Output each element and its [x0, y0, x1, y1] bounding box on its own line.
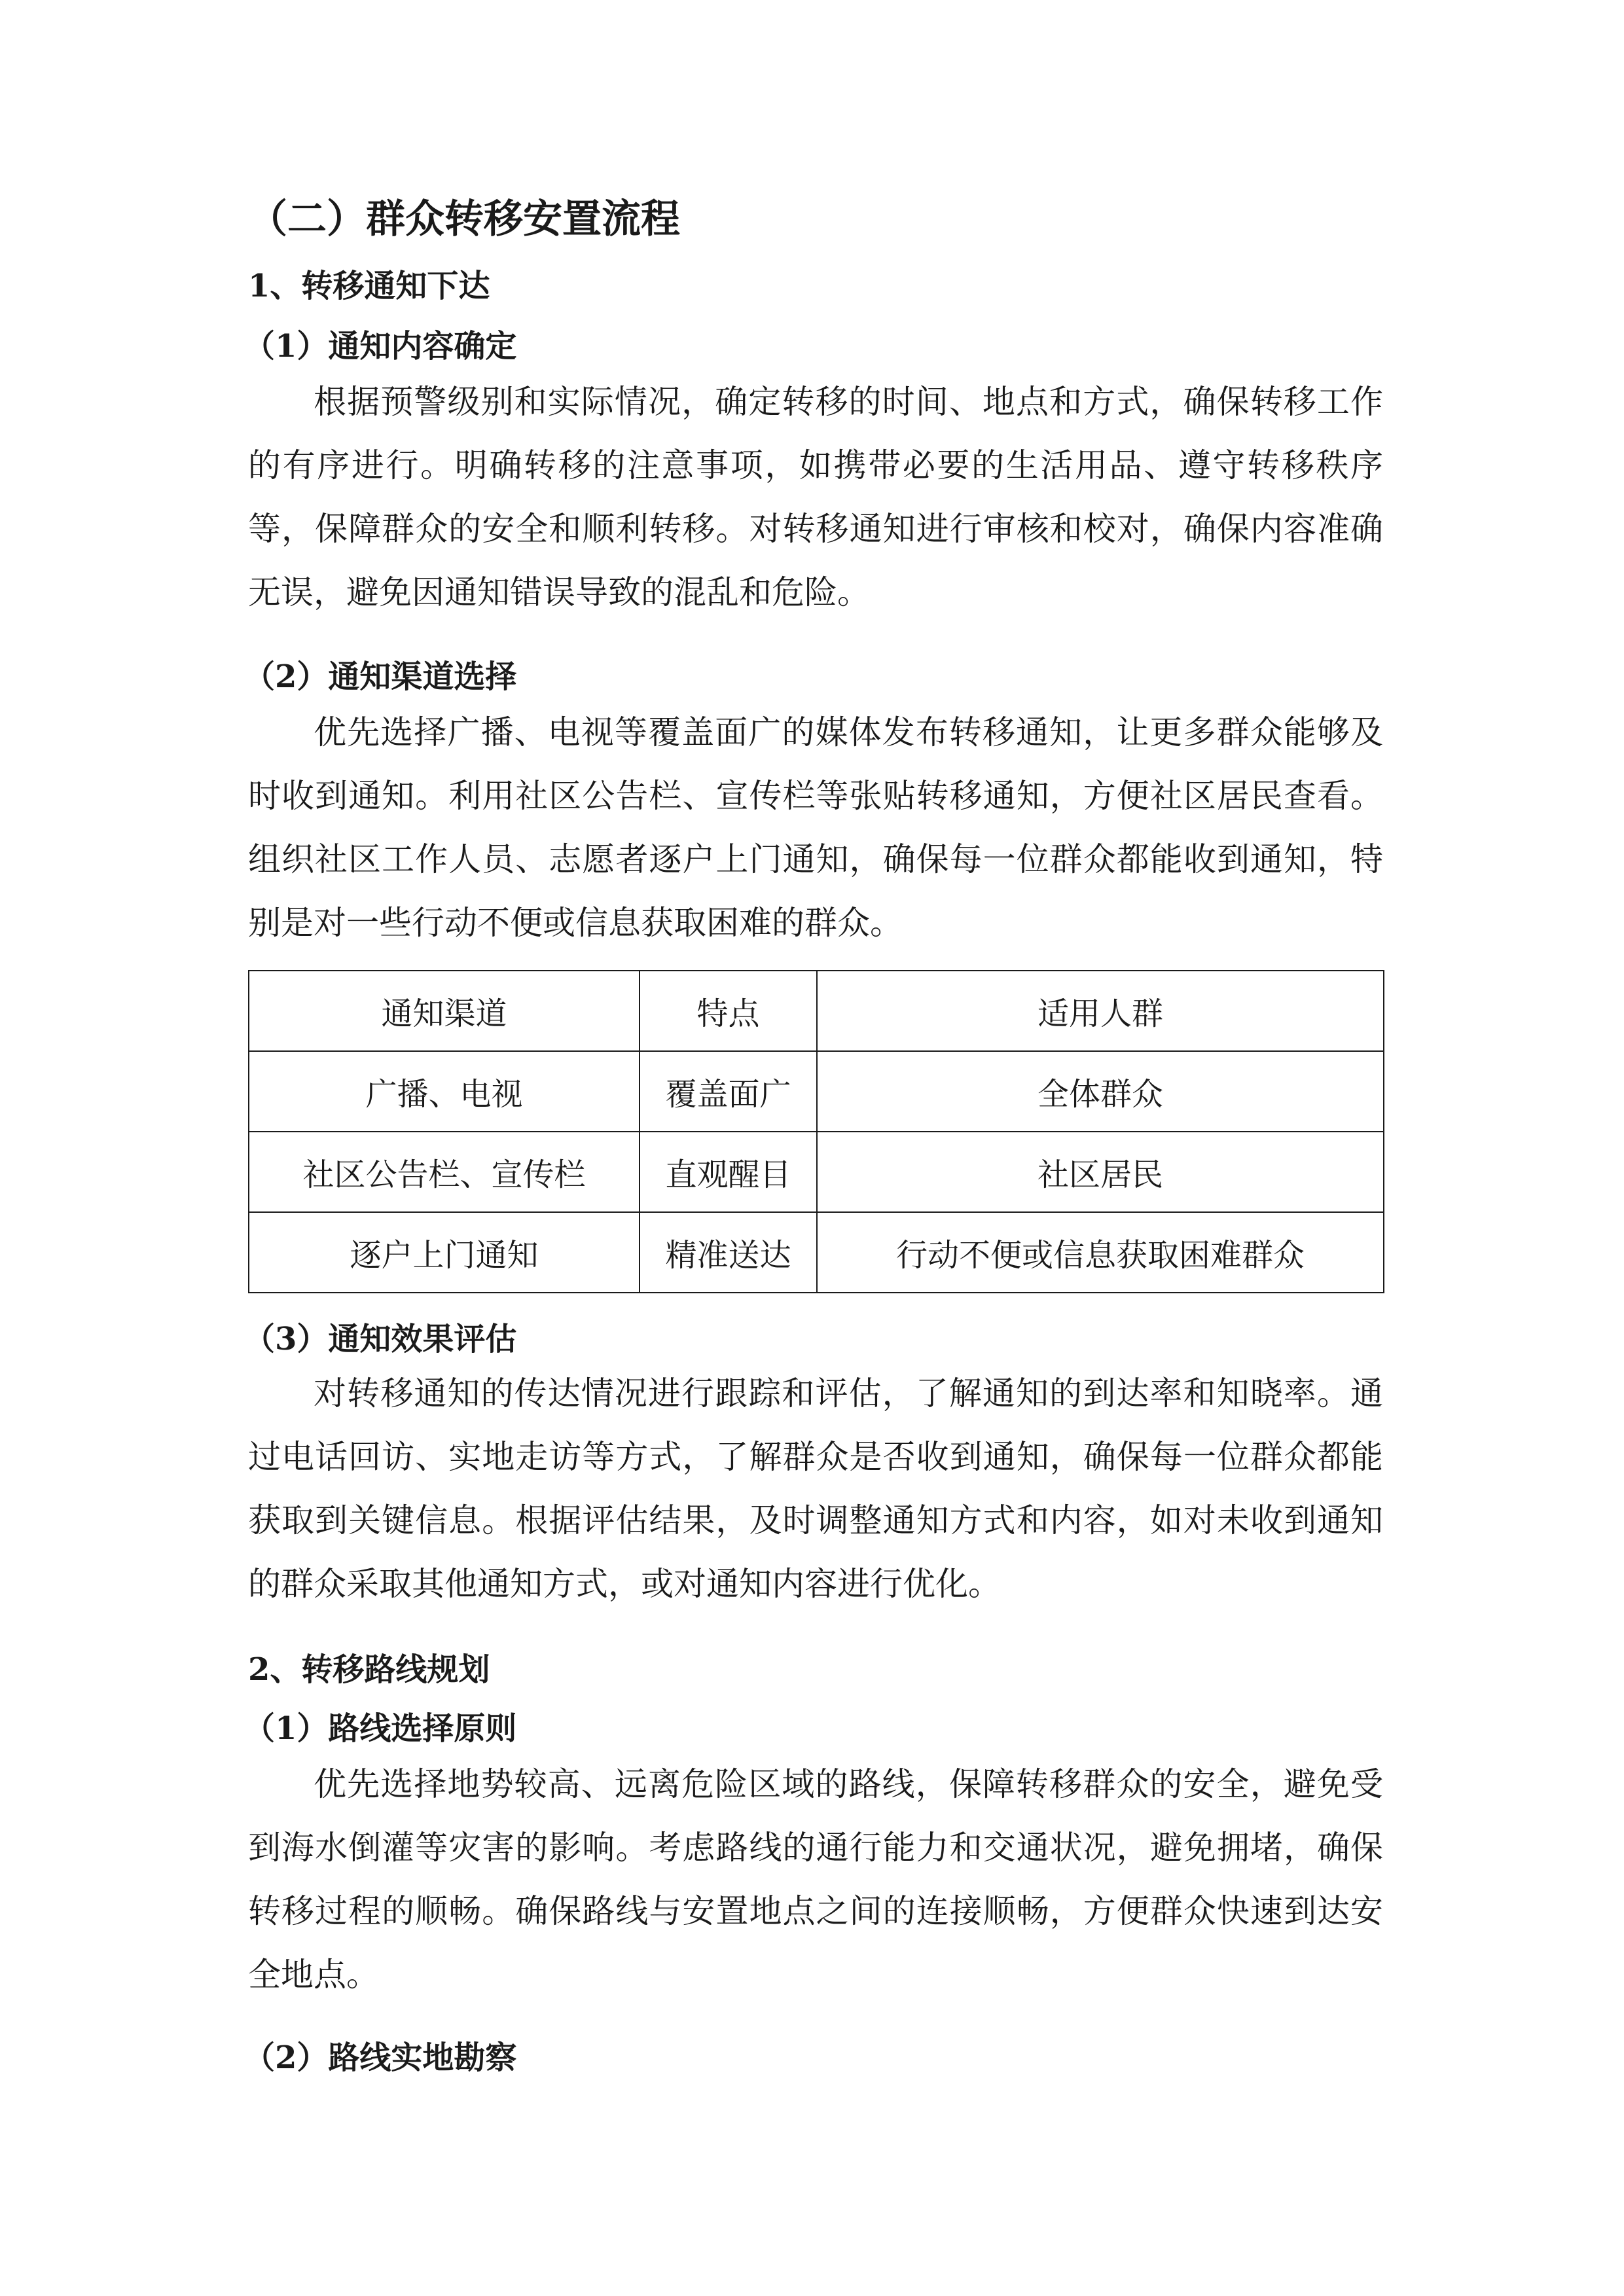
- paragraph-line: 获取到关键信息。根据评估结果，及时调整通知方式和内容，如对未收到通知: [248, 1501, 1383, 1539]
- part1-sub2-heading: （2）通知渠道选择: [244, 658, 517, 695]
- table-cell: 覆盖面广: [640, 1051, 817, 1132]
- paragraph-line: 组织社区工作人员、志愿者逐户上门通知，确保每一位群众都能收到通知，特: [248, 840, 1383, 878]
- table-header-cell: 通知渠道: [249, 971, 640, 1051]
- paragraph-line: 转移过程的顺畅。确保路线与安置地点之间的连接顺畅，方便群众快速到达安: [248, 1892, 1383, 1930]
- paragraph-line: 优先选择地势较高、远离危险区域的路线，保障转移群众的安全，避免受: [314, 1765, 1383, 1803]
- table-cell: 逐户上门通知: [249, 1212, 640, 1293]
- paragraph-line: 对转移通知的传达情况进行跟踪和评估，了解通知的到达率和知晓率。通: [314, 1374, 1383, 1412]
- part1-sub1-heading: （1）通知内容确定: [244, 328, 517, 365]
- notification-channel-table: [248, 970, 1384, 1293]
- table-cell: 社区居民: [817, 1132, 1384, 1212]
- table-cell: 广播、电视: [249, 1051, 640, 1132]
- paragraph-line: 等，保障群众的安全和顺利转移。对转移通知进行审核和校对，确保内容准确: [248, 510, 1383, 548]
- table-cell: 全体群众: [817, 1051, 1384, 1132]
- table-cell: 行动不便或信息获取困难群众: [817, 1212, 1384, 1293]
- paragraph-line: 根据预警级别和实际情况，确定转移的时间、地点和方式，确保转移工作: [314, 383, 1383, 421]
- paragraph-line: 的群众采取其他通知方式，或对通知内容进行优化。: [248, 1565, 1001, 1603]
- table-cell: 直观醒目: [640, 1132, 817, 1212]
- table-row: [249, 1212, 1384, 1293]
- paragraph-line: 别是对一些行动不便或信息获取困难的群众。: [248, 904, 903, 942]
- paragraph-line: 优先选择广播、电视等覆盖面广的媒体发布转移通知，让更多群众能够及: [314, 713, 1383, 751]
- table-row: [249, 1051, 1384, 1132]
- part2-sub2-heading: （2）路线实地勘察: [244, 2039, 517, 2076]
- table-cell: 精准送达: [640, 1212, 817, 1293]
- paragraph-line: 全地点。: [248, 1956, 379, 1994]
- table-header-cell: 适用人群: [817, 971, 1384, 1051]
- part2-sub1-heading: （1）路线选择原则: [244, 1710, 517, 1747]
- part2-heading: 2、转移路线规划: [248, 1651, 490, 1688]
- part1-sub3-heading: （3）通知效果评估: [244, 1321, 517, 1357]
- table-cell: 社区公告栏、宣传栏: [249, 1132, 640, 1212]
- paragraph-line: 到海水倒灌等灾害的影响。考虑路线的通行能力和交通状况，避免拥堵，确保: [248, 1829, 1383, 1867]
- section-title: （二）群众转移安置流程: [248, 196, 680, 242]
- paragraph-line: 的有序进行。明确转移的注意事项，如携带必要的生活用品、遵守转移秩序: [248, 446, 1383, 484]
- paragraph-line: 过电话回访、实地走访等方式，了解群众是否收到通知，确保每一位群众都能: [248, 1438, 1383, 1476]
- table-header-row: [249, 971, 1384, 1051]
- paragraph-line: 时收到通知。利用社区公告栏、宣传栏等张贴转移通知，方便社区居民查看。: [248, 777, 1383, 815]
- table-row: [249, 1132, 1384, 1212]
- paragraph-line: 无误，避免因通知错误导致的混乱和危险。: [248, 573, 870, 611]
- part1-heading: 1、转移通知下达: [248, 268, 490, 304]
- table-header-cell: 特点: [640, 971, 817, 1051]
